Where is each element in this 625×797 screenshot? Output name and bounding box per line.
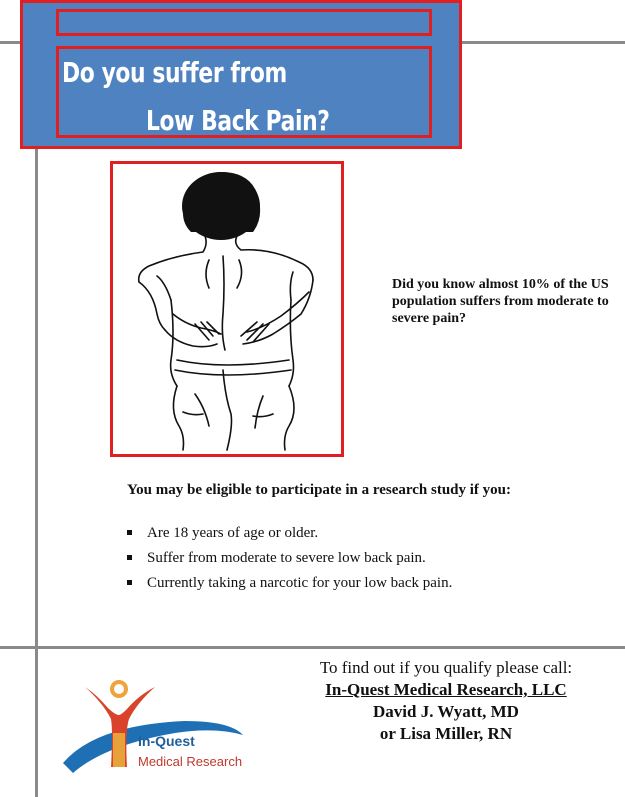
header-top-frame (56, 9, 432, 36)
criteria-item (127, 546, 452, 571)
bullet-square-icon (127, 530, 132, 535)
criteria-text: Are 18 years of age or older. (147, 525, 319, 541)
eligibility-intro: You may be eligible to participate in a research study if you: (127, 482, 512, 498)
criteria-text: Currently taking a narcotic for your low back pain. (147, 575, 453, 591)
contact-block (296, 657, 596, 745)
statistic-callout: Did you know almost 10% of the US population suffers from moderate to severe pain? (392, 277, 609, 326)
back-pain-illustration (110, 161, 344, 457)
contact-person-1: David J. Wyatt, MD (373, 702, 519, 721)
criteria-item (127, 571, 452, 596)
headline-line-1: Do you suffer from (62, 56, 287, 89)
headline-line-2: Low Back Pain? (146, 104, 330, 137)
criteria-text: Suffer from moderate to severe low back pain. (147, 550, 426, 566)
logo-subtitle: Medical Research (138, 754, 243, 769)
eligibility-criteria-list (127, 521, 452, 596)
bullet-square-icon (127, 580, 132, 585)
logo-wordmark: In-Quest (138, 733, 195, 749)
back-pain-figure-drawing (113, 164, 341, 454)
bullet-square-icon (127, 555, 132, 560)
criteria-item (127, 521, 452, 546)
organization-name: In-Quest Medical Research, LLC (325, 680, 567, 699)
bottom-rule (0, 646, 625, 649)
contact-person-2: or Lisa Miller, RN (379, 724, 513, 743)
contact-prompt: To find out if you qualify please call: (319, 658, 573, 677)
